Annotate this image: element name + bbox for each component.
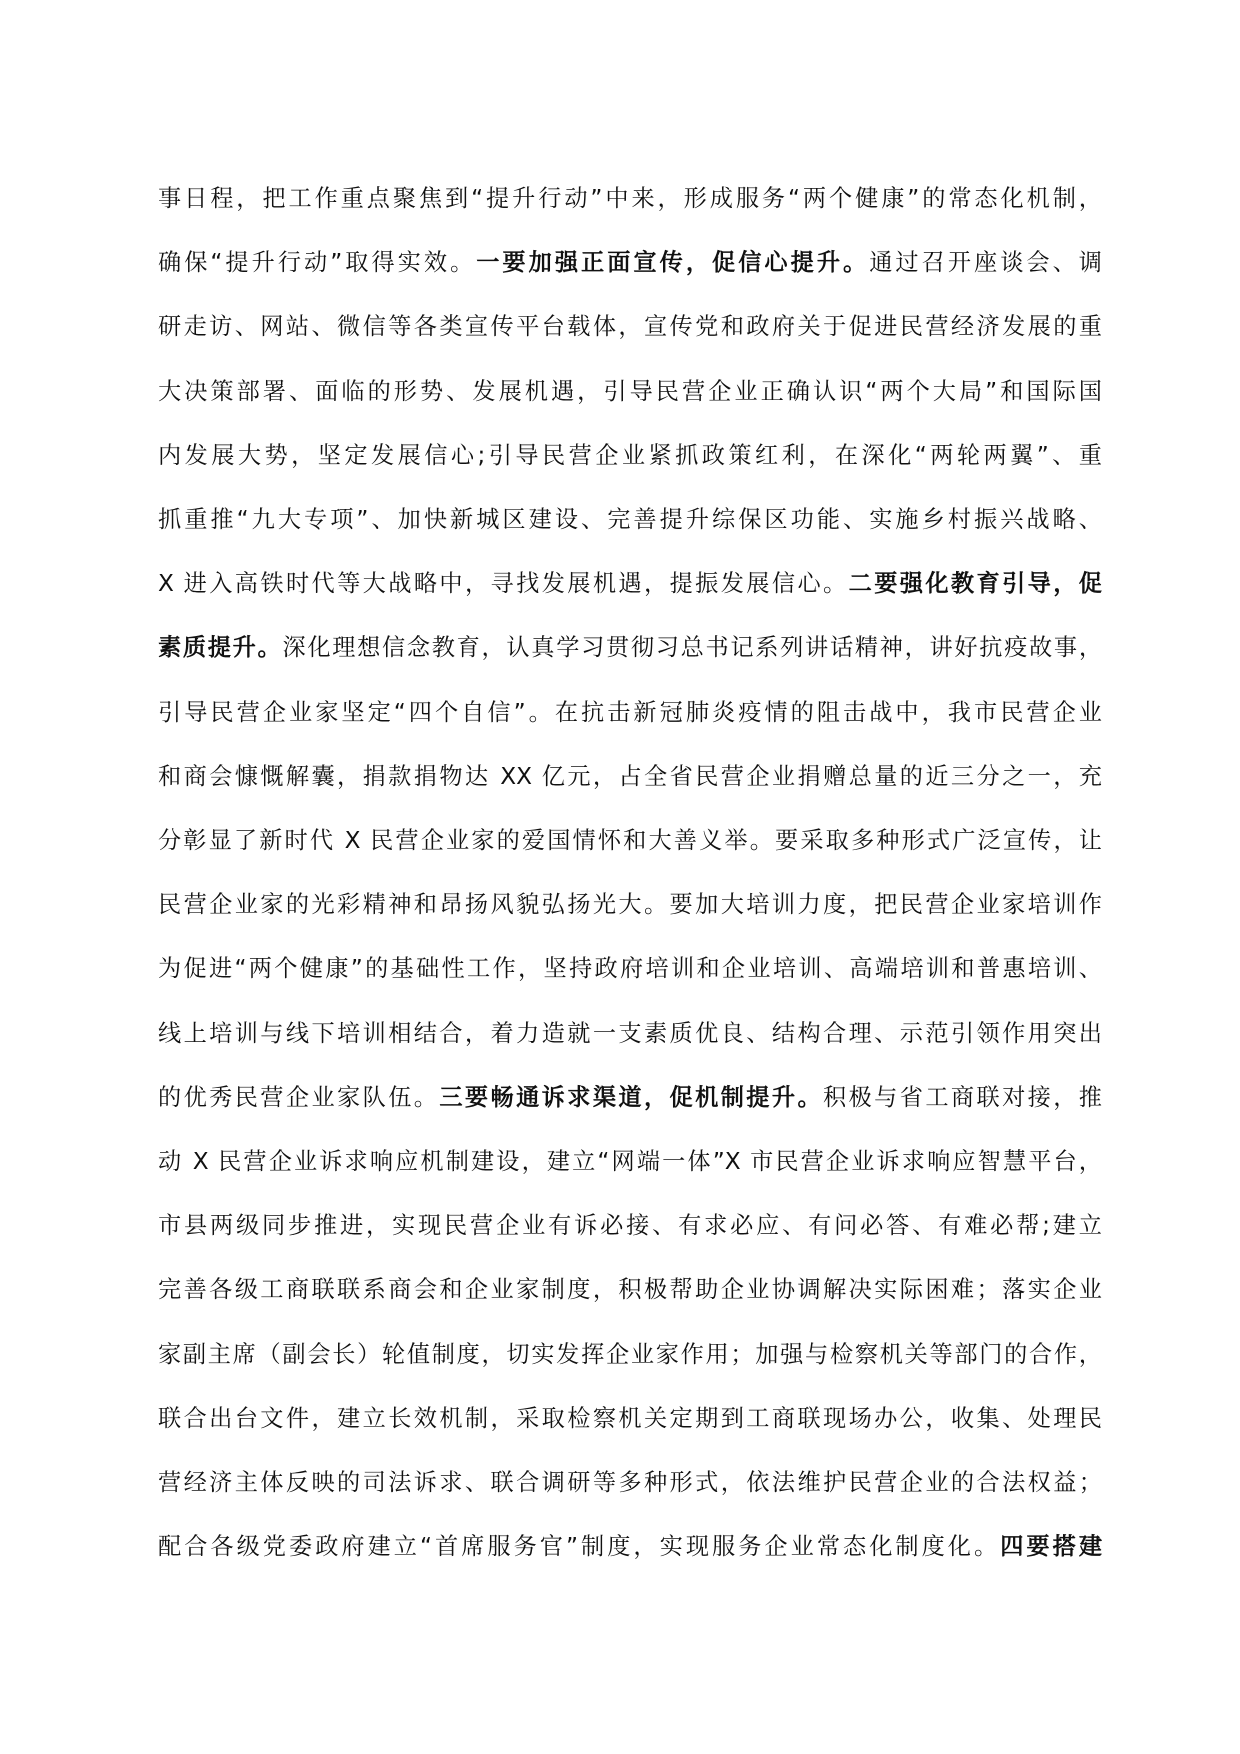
bold-heading-phrase: 三要畅通诉求渠道，促机制提升。 [439, 1083, 824, 1111]
text-segment: 引导民营企业家坚定“四个自信”。在抗击新冠肺炎疫情的阻击战中，我市民营企业 [158, 698, 1102, 726]
text-line [158, 424, 1102, 488]
text-segment: 完善各级工商联联系商会和企业家制度，积极帮助企业协调解决实际困难；落实企业 [158, 1276, 1102, 1304]
text-segment: 确保“提升行动”取得实效。 [158, 249, 477, 277]
text-segment: 营经济主体反映的司法诉求、联合调研等多种形式，依法维护民营企业的合法权益； [158, 1469, 1102, 1497]
text-segment: 通过召开座谈会、调 [869, 249, 1102, 277]
text-line [158, 873, 1102, 937]
text-line [158, 681, 1102, 745]
text-line [158, 616, 1102, 680]
text-line [158, 1258, 1102, 1322]
text-segment: 抓重推“九大专项”、加快新城区建设、完善提升综保区功能、实施乡村振兴战略、 [158, 506, 1102, 534]
body-paragraph [158, 167, 1102, 1579]
text-line [158, 1194, 1102, 1258]
text-line [158, 1066, 1102, 1130]
text-segment: 配合各级党委政府建立“首席服务官”制度，实现服务企业常态化制度化。 [158, 1533, 1001, 1561]
text-line [158, 295, 1102, 359]
text-segment: 积极与省工商联对接，推 [823, 1083, 1102, 1111]
text-line [158, 937, 1102, 1001]
text-segment: 市县两级同步推进，实现民营企业有诉必接、有求必应、有问必答、有难必帮;建立 [158, 1212, 1102, 1240]
text-segment: 大决策部署、面临的形势、发展机遇，引导民营企业正确认识“两个大局”和国际国 [158, 377, 1102, 405]
text-segment: 的优秀民营企业家队伍。 [158, 1083, 440, 1111]
text-segment: 深化理想信念教育，认真学习贯彻习总书记系列讲话精神，讲好抗疫故事， [282, 634, 1102, 662]
bold-heading-phrase: 二要强化教育引导，促 [848, 570, 1102, 598]
text-line [158, 1002, 1102, 1066]
text-segment: 分彰显了新时代 X 民营企业家的爱国情怀和大善义举。要采取多种形式广泛宣传，让 [158, 827, 1102, 855]
text-segment: 民营企业家的光彩精神和昂扬风貌弘扬光大。要加大培训力度，把民营企业家培训作 [158, 891, 1102, 919]
text-segment: 联合出台文件，建立长效机制，采取检察机关定期到工商联现场办公，收集、处理民 [158, 1404, 1102, 1432]
text-line [158, 360, 1102, 424]
text-line [158, 1515, 1102, 1579]
text-line [158, 745, 1102, 809]
text-line [158, 1130, 1102, 1194]
text-line [158, 1323, 1102, 1387]
text-line [158, 167, 1102, 231]
text-segment: 内发展大势，坚定发展信心;引导民营企业紧抓政策红利，在深化“两轮两翼”、重 [158, 441, 1102, 469]
bold-heading-phrase: 一要加强正面宣传，促信心提升。 [476, 249, 870, 277]
text-segment: 和商会慷慨解囊，捐款捐物达 XX 亿元，占全省民营企业捐赠总量的近三分之一，充 [158, 762, 1102, 790]
text-segment: 事日程，把工作重点聚焦到“提升行动”中来，形成服务“两个健康”的常态化机制， [158, 185, 1102, 212]
text-line [158, 231, 1102, 295]
text-segment: 家副主席（副会长）轮值制度，切实发挥企业家作用；加强与检察机关等部门的合作， [158, 1340, 1102, 1368]
bold-heading-phrase: 四要搭建 [1000, 1533, 1103, 1561]
text-segment: 动 X 民营企业诉求响应机制建设，建立“网端一体”X 市民营企业诉求响应智慧平台， [158, 1148, 1102, 1176]
text-line [158, 809, 1102, 873]
text-line [158, 488, 1102, 552]
text-segment: X 进入高铁时代等大战略中，寻找发展机遇，提振发展信心。 [158, 570, 849, 598]
text-segment: 为促进“两个健康”的基础性工作，坚持政府培训和企业培训、高端培训和普惠培训、 [158, 955, 1102, 983]
bold-heading-phrase: 素质提升。 [158, 634, 283, 662]
text-line [158, 1451, 1102, 1515]
text-line [158, 552, 1102, 616]
text-segment: 线上培训与线下培训相结合，着力造就一支素质优良、结构合理、示范引领作用突出 [158, 1019, 1102, 1047]
text-segment: 研走访、网站、微信等各类宣传平台载体，宣传党和政府关于促进民营经济发展的重 [158, 313, 1102, 341]
text-line [158, 1387, 1102, 1451]
